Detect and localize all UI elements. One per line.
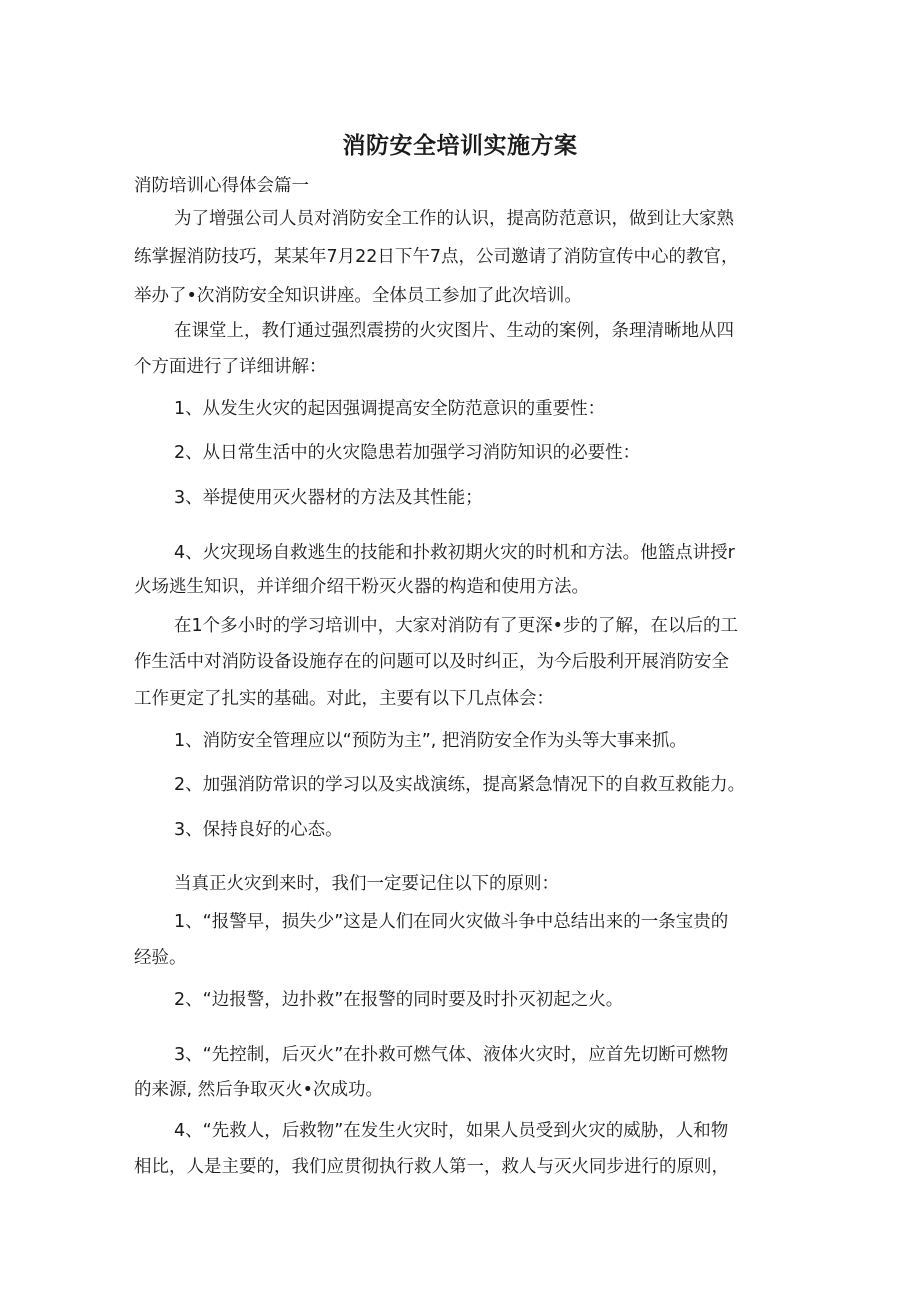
paragraph-line: 当真正火灾到来时，我们一定要记住以下的原则： [174, 874, 559, 894]
paragraph-line: 作生活中对消防设备设施存在的问题可以及时纠正，为今后股利开展消防安全 [134, 652, 729, 672]
paragraph-line: 为了增强公司人员对消防安全工作的认识，提高防范意识，做到让大家熟 [174, 209, 734, 229]
document-title: 消防安全培训实施方案 [342, 133, 578, 159]
list-item: 2、加强消防常识的学习以及实战演练，提高紧急情况下的自救互救能力。 [174, 775, 746, 795]
paragraph-line: 举办了•次消防安全知识讲座。全体员工参加了此次培训。 [134, 286, 582, 306]
list-item: 2、“边报警，边扑救”在报警的同时要及时扑灭初起之火。 [174, 990, 624, 1010]
list-item: 1、消防安全管理应以“预防为主”, 把消防安全作为头等大事来抓。 [174, 731, 687, 751]
list-item: 2、从日常生活中的火灾隐患若加强学习消防知识的必要性： [174, 443, 641, 463]
paragraph-line: 个方面进行了详细讲解： [134, 357, 327, 377]
list-item: 1、“报警早，损失少”这是人们在同火灾做斗争中总结出来的一条宝贵的 [174, 912, 729, 932]
list-item: 3、“先控制，后灭火”在扑救可燃气体、液体火灾时，应首先切断可燃物 [174, 1045, 729, 1065]
paragraph-line: 练掌握消防技巧，某某年7月22日下午7点，公司邀请了消防宣传中心的教官， [134, 247, 739, 267]
document-subtitle: 消防培训心得体会篇一 [134, 176, 309, 196]
list-item-continuation: 的来源, 然后争取灭火•次成功。 [134, 1080, 383, 1100]
paragraph-line: 在课堂上，教仃通过强烈震捞的火灾图片、生动的案例，条理清晰地从四 [174, 321, 734, 341]
paragraph-line: 工作更定了扎实的基础。对此，主要有以下几点体会： [134, 689, 554, 709]
list-item-continuation: 经验。 [134, 948, 187, 968]
list-item: 1、从发生火灾的起因强调提高安全防范意识的重要性： [174, 399, 606, 419]
list-item: 3、举提使用灭火器材的方法及其性能； [174, 488, 483, 508]
paragraph-line: 在1个多小时的学习培训中，大家对消防有了更深•步的了解，在以后的工 [174, 616, 738, 636]
list-item: 3、保持良好的心态。 [174, 820, 343, 840]
list-item-continuation: 相比，人是主要的，我们应贯彻执行救人第一，救人与灭火同步进行的原则， [134, 1157, 729, 1177]
list-item-continuation: 火场逃生知识，并详细介绍干粉灭火器的构造和使用方法。 [134, 577, 589, 597]
list-item: 4、“先救人，后救物”在发生火灾时，如果人员受到火灾的威胁，人和物 [174, 1121, 729, 1141]
list-item: 4、火灾现场自救逃生的技能和扑救初期火灾的时机和方法。他篮点讲授r [174, 543, 735, 563]
